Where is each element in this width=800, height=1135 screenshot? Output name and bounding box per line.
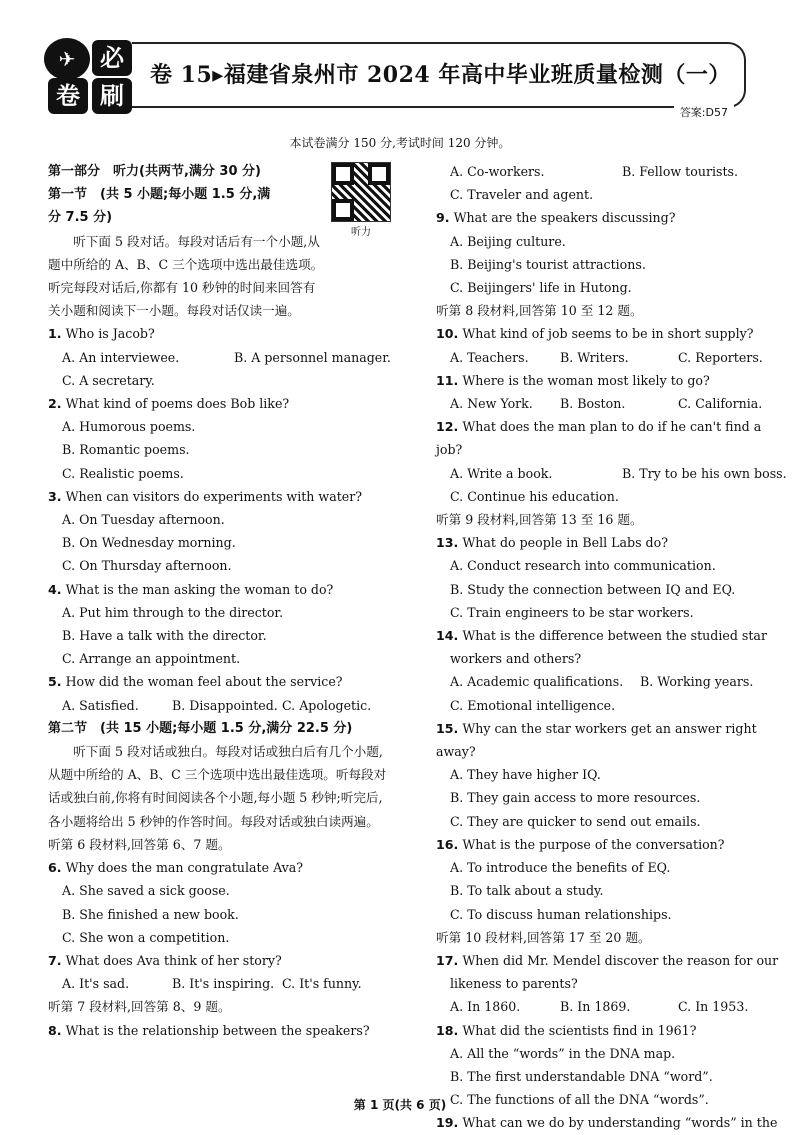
qr-label: 听力	[351, 227, 371, 238]
option-a[interactable]: A. All the “words” in the DNA map.	[450, 1045, 676, 1061]
left-column	[48, 160, 394, 1042]
option-b[interactable]: B. On Wednesday morning.	[62, 535, 236, 551]
q-num: 19.	[436, 1115, 459, 1131]
option-b[interactable]: B. She finished a new book.	[62, 906, 239, 922]
question-6	[48, 856, 394, 949]
option-c[interactable]: C. To discuss human relationships.	[450, 906, 672, 922]
q-num: 3.	[48, 488, 62, 504]
option-c[interactable]: C. The functions of all the DNA “words”.	[450, 1092, 709, 1108]
q-text: Who is Jacob?	[65, 326, 155, 342]
right-column	[436, 160, 787, 1135]
material-9: 听第 9 段材料,回答第 13 至 16 题。	[436, 512, 643, 528]
option-c[interactable]: C. Continue his education.	[450, 488, 619, 504]
q-num: 12.	[436, 419, 459, 435]
q-num: 14.	[436, 628, 459, 644]
option-b[interactable]: B. Try to be his own boss.	[622, 465, 787, 481]
option-b[interactable]: B. Fellow tourists.	[622, 164, 738, 179]
logo-char-shua: 刷	[92, 78, 132, 114]
question-5	[48, 670, 394, 716]
q-text: What kind of poems does Bob like?	[65, 396, 290, 412]
part-heading: 第一部分 听力(共两节,满分 30 分)	[48, 164, 261, 179]
page-header	[44, 38, 744, 119]
q-num: 10.	[436, 326, 459, 342]
option-c[interactable]: C. Train engineers to be star workers.	[450, 604, 694, 620]
exam-meta: 本试卷满分 150 分,考试时间 120 分钟。	[289, 136, 511, 150]
qr-block	[328, 162, 394, 240]
question-15	[436, 717, 782, 833]
question-16	[436, 833, 782, 926]
option-c[interactable]: C. On Thursday afternoon.	[62, 558, 232, 574]
q-text: What are the speakers discussing?	[453, 210, 676, 226]
q-text: What can we do by understanding “words” in the	[462, 1115, 778, 1131]
question-1	[48, 322, 394, 392]
question-8-options	[436, 160, 782, 206]
question-13	[436, 531, 782, 624]
option-c[interactable]: C. Realistic poems.	[62, 465, 184, 481]
option-b[interactable]: B. It's inspiring.	[172, 976, 275, 992]
page-footer: 第 1 页(共 6 页)	[353, 1098, 447, 1112]
answer-reference: 答案:D57	[674, 104, 734, 120]
option-b[interactable]: B. In 1869.	[560, 999, 631, 1015]
option-a[interactable]: A. An interviewee.	[62, 349, 180, 365]
q-num: 16.	[436, 836, 459, 852]
option-c[interactable]: C. Apologetic.	[282, 697, 372, 713]
q-text: What is the purpose of the conversation?	[462, 836, 725, 852]
question-19-stem	[436, 1111, 782, 1134]
q-text: What do people in Bell Labs do?	[462, 535, 668, 551]
q-text: Why does the man congratulate Ava?	[65, 860, 304, 876]
question-10	[436, 322, 782, 368]
section1-heading-line1: 第一节 (共 5 小题;每小题 1.5 分,满	[48, 187, 271, 203]
question-17	[436, 949, 782, 1019]
option-a[interactable]: A. Co-workers.	[450, 164, 545, 179]
q-num: 9.	[436, 210, 450, 226]
option-a[interactable]: A. She saved a sick goose.	[62, 883, 230, 899]
option-b[interactable]: B. To talk about a study.	[450, 883, 604, 899]
question-7	[48, 949, 394, 995]
q-text-line2: workers and others?	[450, 651, 582, 667]
section2-instructions: 听下面 5 段对话或独白。每段对话或独白后有几个小题,从题中所给的 A、B、C 三个选项中选出最佳选项。听每段对话或独白前,你将有时间阅读各个小题,每小题 5 秒钟;听完后,各小题将给出 5 秒钟的作答时间。每段对话或独白读两遍。	[48, 744, 387, 829]
q-text: What kind of job seems to be in short supply?	[462, 326, 754, 342]
option-b[interactable]: B. Writers.	[560, 349, 629, 365]
question-14	[436, 624, 782, 717]
option-c[interactable]: C. She won a competition.	[62, 929, 230, 945]
option-b[interactable]: B. They gain access to more resources.	[450, 790, 701, 806]
option-c[interactable]: C. Beijingers' life in Hutong.	[450, 280, 632, 296]
q-num: 1.	[48, 326, 62, 342]
logo-char-juan: 卷	[48, 78, 88, 114]
option-a[interactable]: A. On Tuesday afternoon.	[62, 512, 225, 528]
option-b[interactable]: B. The first understandable DNA “word”.	[450, 1068, 713, 1084]
material-8: 听第 8 段材料,回答第 10 至 12 题。	[436, 303, 643, 319]
material-10: 听第 10 段材料,回答第 17 至 20 题。	[436, 929, 651, 945]
q-text: How did the woman feel about the service?	[65, 674, 343, 690]
option-c[interactable]: C. California.	[678, 396, 763, 412]
exam-title: 卷 15▸福建省泉州市 2024 年高中毕业班质量检测（一）	[150, 62, 731, 88]
option-c[interactable]: C. Emotional intelligence.	[450, 697, 616, 713]
option-b[interactable]: B. Boston.	[560, 396, 626, 412]
q-text: What is the relationship between the speakers?	[65, 1022, 370, 1038]
q-text: Where is the woman most likely to go?	[462, 372, 710, 388]
logo-char-bi: 必	[92, 40, 132, 76]
section2-heading: 第二节 (共 15 小题;每小题 1.5 分,满分 22.5 分)	[48, 720, 353, 736]
option-b[interactable]: B. Beijing's tourist attractions.	[450, 256, 646, 272]
section1-instructions: 听下面 5 段对话。每段对话后有一个小题,从题中所给的 A、B、C 三个选项中选出最佳选项。听完每段对话后,你都有 10 秒钟的时间来回答有关小题和阅读下一小题。每段对话仅读一遍。	[48, 233, 324, 319]
qr-code-icon	[331, 162, 391, 222]
option-a[interactable]: A. New York.	[450, 396, 533, 412]
option-b[interactable]: B. Working years.	[640, 674, 754, 690]
q-num: 11.	[436, 372, 459, 388]
q-num: 17.	[436, 952, 459, 968]
material-6: 听第 6 段材料,回答第 6、7 题。	[48, 836, 231, 852]
option-c[interactable]: C. Reporters.	[678, 349, 763, 365]
q-text-line2: likeness to parents?	[450, 976, 578, 992]
option-b[interactable]: B. Study the connection between IQ and EQ.	[450, 581, 736, 597]
question-4	[48, 578, 394, 671]
section1-heading-line2: 分 7.5 分)	[48, 210, 113, 226]
material-7: 听第 7 段材料,回答第 8、9 题。	[48, 999, 231, 1015]
q-num: 15.	[436, 720, 459, 736]
option-a[interactable]: A. They have higher IQ.	[450, 767, 601, 783]
option-a[interactable]: A. Academic qualifications.	[450, 674, 624, 690]
q-num: 5.	[48, 674, 62, 690]
q-num: 4.	[48, 581, 62, 597]
option-a[interactable]: A. To introduce the benefits of EQ.	[450, 860, 671, 876]
q-text: What does Ava think of her story?	[65, 952, 282, 968]
option-a[interactable]: A. In 1860.	[450, 999, 521, 1015]
question-8-stem	[48, 1019, 394, 1042]
q-text-line1: What is the difference between the studied star	[462, 628, 767, 644]
option-c[interactable]: C. Arrange an appointment.	[62, 651, 241, 667]
option-a[interactable]: A. Put him through to the director.	[62, 604, 284, 620]
option-a[interactable]: A. It's sad.	[62, 976, 130, 992]
option-a[interactable]: A. Satisfied.	[62, 697, 139, 713]
q-num: 2.	[48, 396, 62, 412]
q-text: When can visitors do experiments with water?	[65, 488, 362, 504]
option-c[interactable]: C. In 1953.	[678, 999, 749, 1015]
option-b[interactable]: B. A personnel manager.	[234, 349, 391, 365]
option-b[interactable]: B. Romantic poems.	[62, 442, 190, 458]
paper-plane-icon: ✈	[44, 38, 90, 80]
q-num: 8.	[48, 1022, 62, 1038]
q-text: Why can the star workers get an answer right away?	[436, 720, 757, 760]
option-c[interactable]: C. They are quicker to send out emails.	[450, 813, 701, 829]
option-b[interactable]: B. Have a talk with the director.	[62, 628, 267, 644]
option-c[interactable]: C. It's funny.	[282, 976, 362, 992]
option-a[interactable]: A. Conduct research into communication.	[450, 558, 716, 574]
q-num: 18.	[436, 1022, 459, 1038]
brand-logo	[44, 38, 136, 114]
q-text: What is the man asking the woman to do?	[65, 581, 334, 597]
question-11	[436, 369, 782, 415]
question-2	[48, 392, 394, 485]
q-text: What does the man plan to do if he can't find a job?	[436, 419, 762, 458]
q-text-line1: When did Mr. Mendel discover the reason for our	[462, 952, 779, 968]
question-3	[48, 485, 394, 578]
q-num: 6.	[48, 860, 62, 876]
option-a[interactable]: A. Teachers.	[450, 349, 529, 365]
option-a[interactable]: A. Humorous poems.	[62, 419, 196, 435]
option-a[interactable]: A. Write a book.	[450, 465, 553, 481]
q-num: 7.	[48, 952, 62, 968]
option-a[interactable]: A. Beijing culture.	[450, 233, 566, 249]
option-b[interactable]: B. Disappointed.	[172, 697, 278, 713]
option-c[interactable]: C. Traveler and agent.	[450, 187, 594, 203]
question-12	[436, 415, 787, 508]
q-text: What did the scientists find in 1961?	[462, 1022, 697, 1038]
q-num: 13.	[436, 535, 459, 551]
option-c[interactable]: C. A secretary.	[62, 372, 155, 388]
title-banner	[132, 42, 746, 119]
question-9	[436, 206, 782, 299]
